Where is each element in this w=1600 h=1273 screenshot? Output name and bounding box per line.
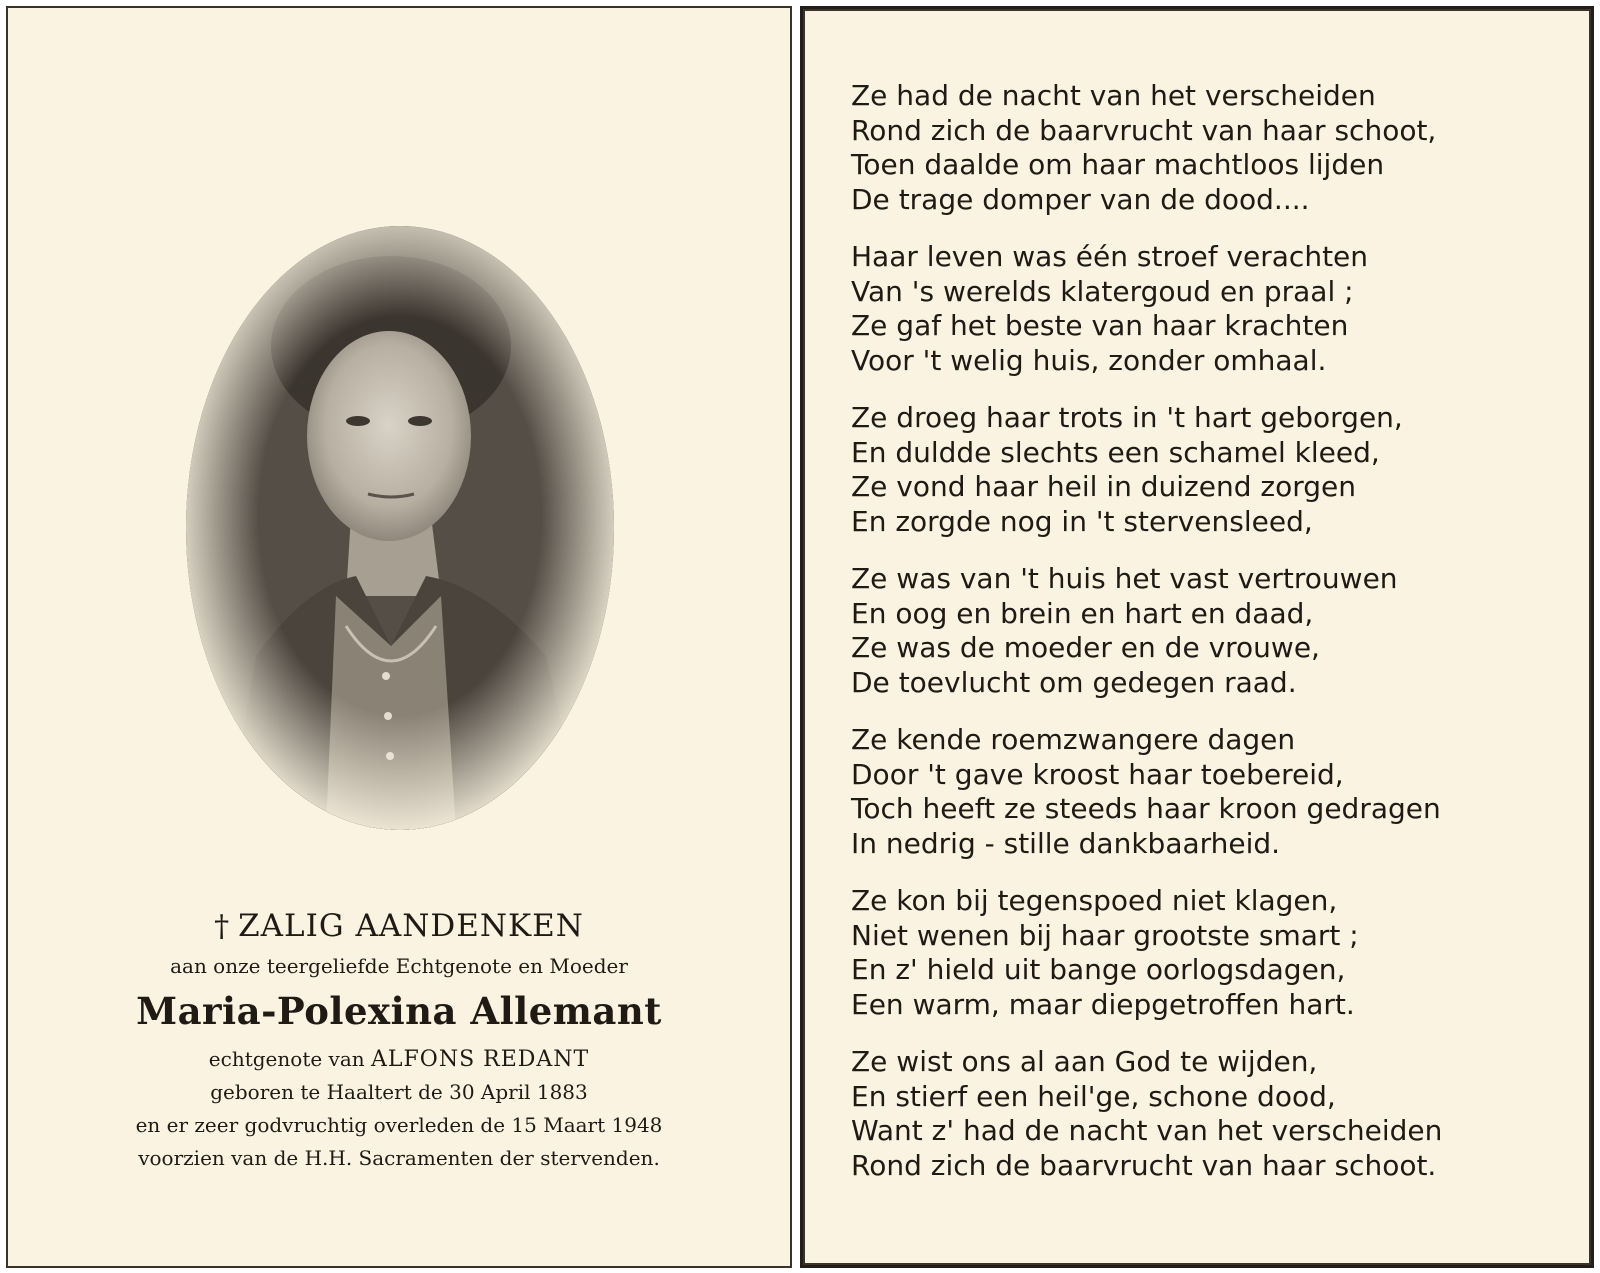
poem-line: Haar leven was één stroef verachten (851, 240, 1369, 273)
spouse-name: ALFONS REDANT (371, 1047, 590, 1072)
poem-stanza (851, 240, 1551, 378)
heading-text: ZALIG AANDENKEN (238, 908, 584, 944)
poem-stanza (851, 562, 1551, 700)
poem-line: Niet wenen bij haar grootste smart ; (851, 918, 1359, 952)
portrait-photo (186, 226, 614, 830)
poem-line: Ze vond haar heil in duizend zorgen (851, 470, 1356, 503)
memorial-poem (851, 79, 1551, 1206)
poem-line: Ze gaf het beste van haar krachten (851, 309, 1349, 342)
poem-stanza (851, 1045, 1551, 1183)
poem-line: Rond zich de baarvrucht van haar schoot, (851, 113, 1437, 147)
poem-line: Ze kon bij tegenspoed niet klagen, (851, 884, 1338, 917)
deceased-name: Maria-Polexina Allemant (136, 989, 662, 1033)
poem-line: Toch heeft ze steeds haar kroon gedragen (851, 792, 1441, 825)
poem-stanza (851, 401, 1551, 539)
poem-line: En oog en brein en hart en daad, (851, 596, 1314, 630)
poem-line: En stierf een heil'ge, schone dood, (851, 1079, 1336, 1113)
poem-line: De toevlucht om gedegen raad. (851, 665, 1297, 699)
birth-line: geboren te Haaltert de 30 April 1883 (210, 1080, 588, 1104)
poem-line: Voor 't welig huis, zonder omhaal. (851, 343, 1327, 377)
death-line: en er zeer godvruchtig overleden de 15 Maart 1948 (135, 1113, 663, 1137)
poem-line: Ze wist ons al aan God te wijden, (851, 1045, 1318, 1078)
poem-line: Toen daalde om haar machtloos lijden (851, 148, 1385, 181)
poem-line: Van 's werelds klatergoud en praal ; (851, 274, 1354, 308)
poem-line: Ze droeg haar trots in 't hart geborgen, (851, 401, 1403, 434)
poem-line: Een warm, maar diepgetroffen hart. (851, 987, 1355, 1021)
poem-line: Rond zich de baarvrucht van haar schoot. (851, 1148, 1437, 1182)
poem-line: Door 't gave kroost haar toebereid, (851, 757, 1344, 791)
dedication-line: aan onze teergeliefde Echtgenote en Moeder (170, 954, 628, 978)
memorial-heading (28, 908, 770, 944)
poem-line: En zorgde nog in 't stervensleed, (851, 504, 1313, 538)
poem-line: En duldde slechts een schamel kleed, (851, 435, 1380, 469)
poem-line: In nedrig - stille dankbaarheid. (851, 826, 1281, 860)
poem-stanza (851, 884, 1551, 1022)
spouse-line (28, 1043, 770, 1076)
poem-line: Ze was van 't huis het vast vertrouwen (851, 562, 1398, 595)
sacraments-line: voorzien van de H.H. Sacramenten der stervenden. (138, 1146, 660, 1170)
memorial-card-back (800, 6, 1594, 1268)
poem-line: Ze had de nacht van het verscheiden (851, 79, 1376, 112)
spouse-prefix: echtgenote van (208, 1047, 365, 1071)
poem-stanza (851, 79, 1551, 217)
poem-stanza (851, 723, 1551, 861)
cross-icon: † (214, 909, 231, 944)
memorial-card-front (6, 6, 792, 1268)
poem-line: Ze was de moeder en de vrouwe, (851, 631, 1320, 664)
poem-line: En z' hield uit bange oorlogsdagen, (851, 953, 1346, 986)
portrait-illustration (186, 226, 614, 830)
poem-line: De trage domper van de dood.... (851, 182, 1310, 216)
poem-line: Want z' had de nacht van het verscheiden (851, 1114, 1443, 1147)
poem-line: Ze kende roemzwangere dagen (851, 723, 1296, 756)
memorial-text (28, 908, 770, 1175)
